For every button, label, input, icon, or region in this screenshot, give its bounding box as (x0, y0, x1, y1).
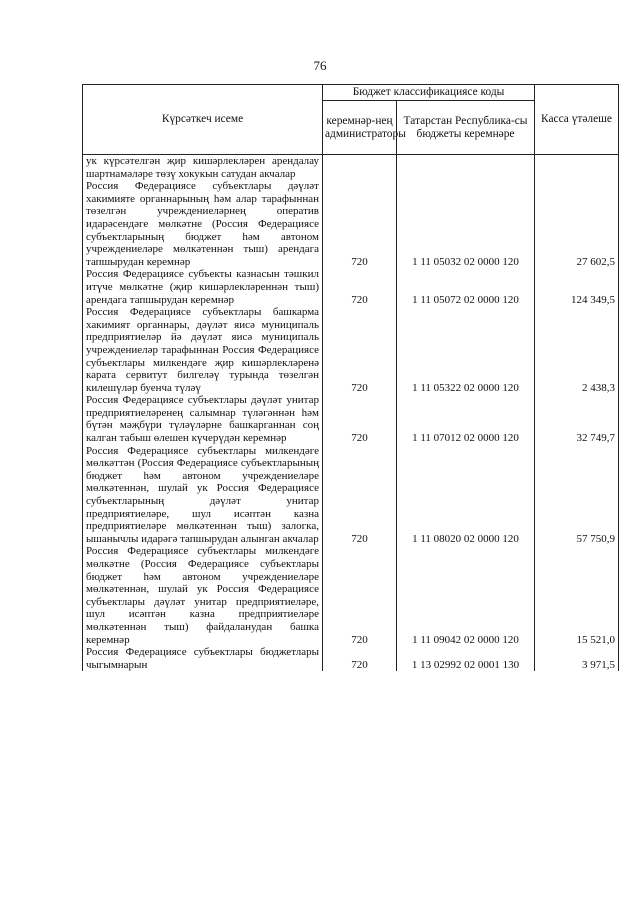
row-kassa-cell: 124 349,5 (535, 268, 619, 306)
row-code-cell: 1 11 07012 02 0000 120 (397, 394, 535, 444)
row-code-cell: 1 11 05322 02 0000 120 (397, 306, 535, 394)
table-row (83, 445, 619, 546)
col-header-admin: керемнәр-нең администраторы (323, 101, 397, 155)
col-group-header-budget-code: Бюджет классификациясе коды (323, 85, 535, 101)
row-admin-cell: 720 (323, 445, 397, 546)
table-row (83, 394, 619, 444)
table-row (83, 545, 619, 646)
row-code-cell (397, 155, 535, 181)
row-name-cell: Россия Федерациясе субъектлары милкендәге мөлкәтне (Россия Федерациясе субъектлары бюджет һәм автоном учреждениеләре мөлкәтеннән, шулай ук Россия Федерациясе субъектлары дәүләт унитар предприятиеләре, шул исәптән казна предприятиеләре мөлкәтеннән тыш) файдаланудан башка керемнәр (83, 545, 323, 646)
row-code-cell: 1 11 05032 02 0000 120 (397, 180, 535, 268)
row-admin-cell: 720 (323, 268, 397, 306)
table-row (83, 155, 619, 181)
row-name-cell: Россия Федерациясе субъектлары дәүләт хакимияте органнарының һәм алар тарафыннан төзелгән учреждениеләрнең оператив идарәсендәге мөлкәтне (Россия Федерациясе субъектларының бюджет һәм автоном учреждениеләре мөлкәтеннән тыш) арендага тапшырудан керемнәр (83, 180, 323, 268)
page-number: 76 (313, 58, 327, 73)
table-body (83, 155, 619, 672)
row-name-cell: Россия Федерациясе субъектлары дәүләт унитар предприятиеләренең салымнар түләгәннән һәм бүтән мәҗбүри түләүләрне башкарганнан соң калган табыш өлешен күчерүдән керемнәр (83, 394, 323, 444)
row-kassa-cell: 3 971,5 (535, 646, 619, 671)
table-row (83, 646, 619, 671)
row-admin-cell: 720 (323, 394, 397, 444)
row-code-cell: 1 11 08020 02 0000 120 (397, 445, 535, 546)
row-name-cell: Россия Федерациясе субъектлары башкарма хакимият органнары, дәүләт яисә муниципаль предприятиеләр йә дәүләт яисә муниципаль учреждениеләр тарафыннан Россия Федерациясе субъектлары милкендәге җир кишәрлекләренә карата сервитут билгеләү турында төзелгән килешүләр буенча түләү (83, 306, 323, 394)
row-admin-cell (323, 155, 397, 181)
table-row (83, 268, 619, 306)
row-code-cell: 1 13 02992 02 0001 130 (397, 646, 535, 671)
row-name-cell: Россия Федерациясе субъекты казнасын тәшкил итүче мөлкәтне (җир кишәрлекләреннән тыш) арендага тапшырудан керемнәр (83, 268, 323, 306)
col-header-code: Татарстан Республика-сы бюджеты керемнәре (397, 101, 535, 155)
row-code-cell: 1 11 05072 02 0000 120 (397, 268, 535, 306)
row-kassa-cell: 2 438,3 (535, 306, 619, 394)
row-kassa-cell: 32 749,7 (535, 394, 619, 444)
row-admin-cell: 720 (323, 306, 397, 394)
budget-table (82, 84, 619, 671)
row-admin-cell: 720 (323, 646, 397, 671)
col-header-kassa: Касса үтәлеше (535, 85, 619, 155)
row-kassa-cell: 15 521,0 (535, 545, 619, 646)
row-name-cell: Россия Федерациясе субъектлары бюджетлары чыгымнарын (83, 646, 323, 671)
table-row (83, 306, 619, 394)
row-name-cell: ук күрсәтелгән җир кишәрлекләрен арендалау шартнамәләре төзү хокукын сатудан акчалар (83, 155, 323, 181)
row-kassa-cell: 57 750,9 (535, 445, 619, 546)
row-kassa-cell: 27 602,5 (535, 180, 619, 268)
col-header-name: Күрсәткеч исеме (83, 85, 323, 155)
row-kassa-cell (535, 155, 619, 181)
row-admin-cell: 720 (323, 180, 397, 268)
row-name-cell: Россия Федерациясе субъектлары милкендәге мөлкәттән (Россия Федерациясе субъектларының бюджет һәм автоном учреждениеләре мөлкәтеннән, шулай ук Россия Федерациясе субъектларының дәүләт унитар предприятиеләре, шул исәптән казна предприятиеләре мөлкәтеннән тыш) залогка, ышанычлы идарәгә тапшырудан алынган акчалар (83, 445, 323, 546)
row-admin-cell: 720 (323, 545, 397, 646)
table-row (83, 180, 619, 268)
row-code-cell: 1 11 09042 02 0000 120 (397, 545, 535, 646)
